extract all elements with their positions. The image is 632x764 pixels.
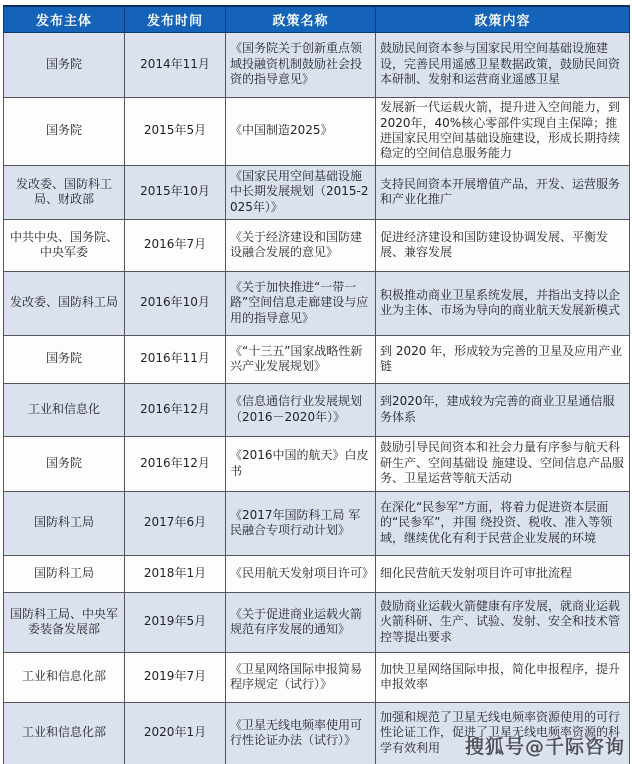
policy-content-cell: 支持民间资本开展增值产品，开发、运营服务和产业化推广 <box>376 165 630 219</box>
table-row <box>4 271 630 335</box>
date-cell: 2019年5月 <box>125 592 226 652</box>
col-header-policy-content: 政策内容 <box>376 6 630 32</box>
issuer-cell: 发改委、国防科工局、财政部 <box>4 165 125 219</box>
date-cell: 2016年7月 <box>125 219 226 271</box>
date-cell: 2019年7月 <box>125 652 226 702</box>
issuer-cell: 工业和信息化部 <box>4 702 125 764</box>
table-row <box>4 97 630 165</box>
issuer-cell: 国务院 <box>4 436 125 491</box>
policy-name-cell: 《关于经济建设和国防建设融合发展的意见》 <box>226 219 376 271</box>
policy-name-cell: 《关于加快推进“一带一路”空间信息走廊建设与应用的指导意见》 <box>226 271 376 335</box>
policy-content-cell: 细化民营航天发射项目许可审批流程 <box>376 555 630 592</box>
policy-content-cell: 加强和规范了卫星无线电频率资源使用的可行性论证工作，促进了卫星无线电频率资源的科学有效利用 <box>376 702 630 764</box>
issuer-cell: 国务院 <box>4 32 125 97</box>
table-row <box>4 491 630 555</box>
policy-name-cell: 《国务院关于创新重点领域投融资机制鼓励社会投资的指导意见》 <box>226 32 376 97</box>
policy-content-cell: 到2020年，建成较为完善的商业卫星通信服务体系 <box>376 383 630 436</box>
policy-content-cell: 鼓励引导民间资本和社会力量有序参与航天科研生产、空间基础设 施建设、空间信息产品服务、卫星运营等航天活动 <box>376 436 630 491</box>
issuer-cell: 国务院 <box>4 97 125 165</box>
issuer-cell: 工业和信息化部 <box>4 652 125 702</box>
table-row <box>4 32 630 97</box>
table-row <box>4 592 630 652</box>
col-header-date: 发布时间 <box>125 6 226 32</box>
table-row <box>4 436 630 491</box>
policy-name-cell: 《国家民用空间基础设施中长期发展规划（2015-2025年）》 <box>226 165 376 219</box>
date-cell: 2016年12月 <box>125 383 226 436</box>
col-header-policy-name: 政策名称 <box>226 6 376 32</box>
issuer-cell: 国防科工局、中央军委装备发展部 <box>4 592 125 652</box>
date-cell: 2018年1月 <box>125 555 226 592</box>
issuer-cell: 国防科工局 <box>4 491 125 555</box>
policy-name-cell: 《卫星网络国际申报简易程序规定（试行）》 <box>226 652 376 702</box>
issuer-cell: 国防科工局 <box>4 555 125 592</box>
policy-content-cell: 鼓励商业运载火箭健康有序发展，就商业运载火箭科研、生产、试验、发射、安全和技术管控等提出要求 <box>376 592 630 652</box>
table-row <box>4 702 630 764</box>
policy-name-cell: 《民用航天发射项目许可》 <box>226 555 376 592</box>
policy-content-cell: 鼓励民间资本参与国家民用空间基础设施建设，完善民用遥感卫星数据政策，鼓励民间资本研制、发射和运营商业遥感卫星 <box>376 32 630 97</box>
date-cell: 2015年5月 <box>125 97 226 165</box>
issuer-cell: 发改委、国防科工局 <box>4 271 125 335</box>
policy-name-cell: 《中国制造2025》 <box>226 97 376 165</box>
date-cell: 2020年1月 <box>125 702 226 764</box>
policy-content-cell: 促进经济建设和国防建设协调发展、平衡发展、兼容发展 <box>376 219 630 271</box>
policy-content-cell: 积极推动商业卫星系统发展，并指出支持以企业为主体、市场为导向的商业航天发展新模式 <box>376 271 630 335</box>
policy-name-cell: 《卫星无线电频率使用可行性论证办法（试行）》 <box>226 702 376 764</box>
policy-name-cell: 《2016中国的航天》白皮书 <box>226 436 376 491</box>
table-row <box>4 219 630 271</box>
date-cell: 2014年11月 <box>125 32 226 97</box>
watermark-sohu: 搜狐号@千际咨询 <box>464 736 625 758</box>
table-row <box>4 165 630 219</box>
policy-name-cell: 《2017年国防科工局 军民融合专项行动计划》 <box>226 491 376 555</box>
table-row <box>4 383 630 436</box>
policy-content-cell: 发展新一代运载火箭，提升进入空间能力，到2020年，40%核心零部件实现自主保障；推进国家民用空间基础设施建设，形成长期持续稳定的空间信息服务能力 <box>376 97 630 165</box>
table-row <box>4 335 630 383</box>
date-cell: 2016年10月 <box>125 271 226 335</box>
date-cell: 2017年6月 <box>125 491 226 555</box>
policy-content-cell: 加快卫星网络国际申报，简化申报程序，提升申报效率 <box>376 652 630 702</box>
policy-name-cell: 《“十三五”国家战略性新兴产业发展规划》 <box>226 335 376 383</box>
date-cell: 2015年10月 <box>125 165 226 219</box>
policy-content-cell: 到 2020 年，形成较为完善的卫星及应用产业链 <box>376 335 630 383</box>
table-row <box>4 555 630 592</box>
issuer-cell: 国务院 <box>4 335 125 383</box>
date-cell: 2016年11月 <box>125 335 226 383</box>
issuer-cell: 中共中央、国务院、中央军委 <box>4 219 125 271</box>
date-cell: 2016年12月 <box>125 436 226 491</box>
col-header-issuer: 发布主体 <box>4 6 125 32</box>
table-row <box>4 652 630 702</box>
header-row <box>4 6 630 32</box>
policy-table <box>3 5 630 764</box>
issuer-cell: 工业和信息化 <box>4 383 125 436</box>
policy-name-cell: 《信息通信行业发展规划（2016－2020年）》 <box>226 383 376 436</box>
policy-name-cell: 《关于促进商业运载火箭规范有序发展的通知》 <box>226 592 376 652</box>
policy-content-cell: 在深化“民参军”方面，将着力促进资本层面的“民参军”，并围 绕投资、税收、准入等领域，继续优化有利于民营企业发展的环境 <box>376 491 630 555</box>
